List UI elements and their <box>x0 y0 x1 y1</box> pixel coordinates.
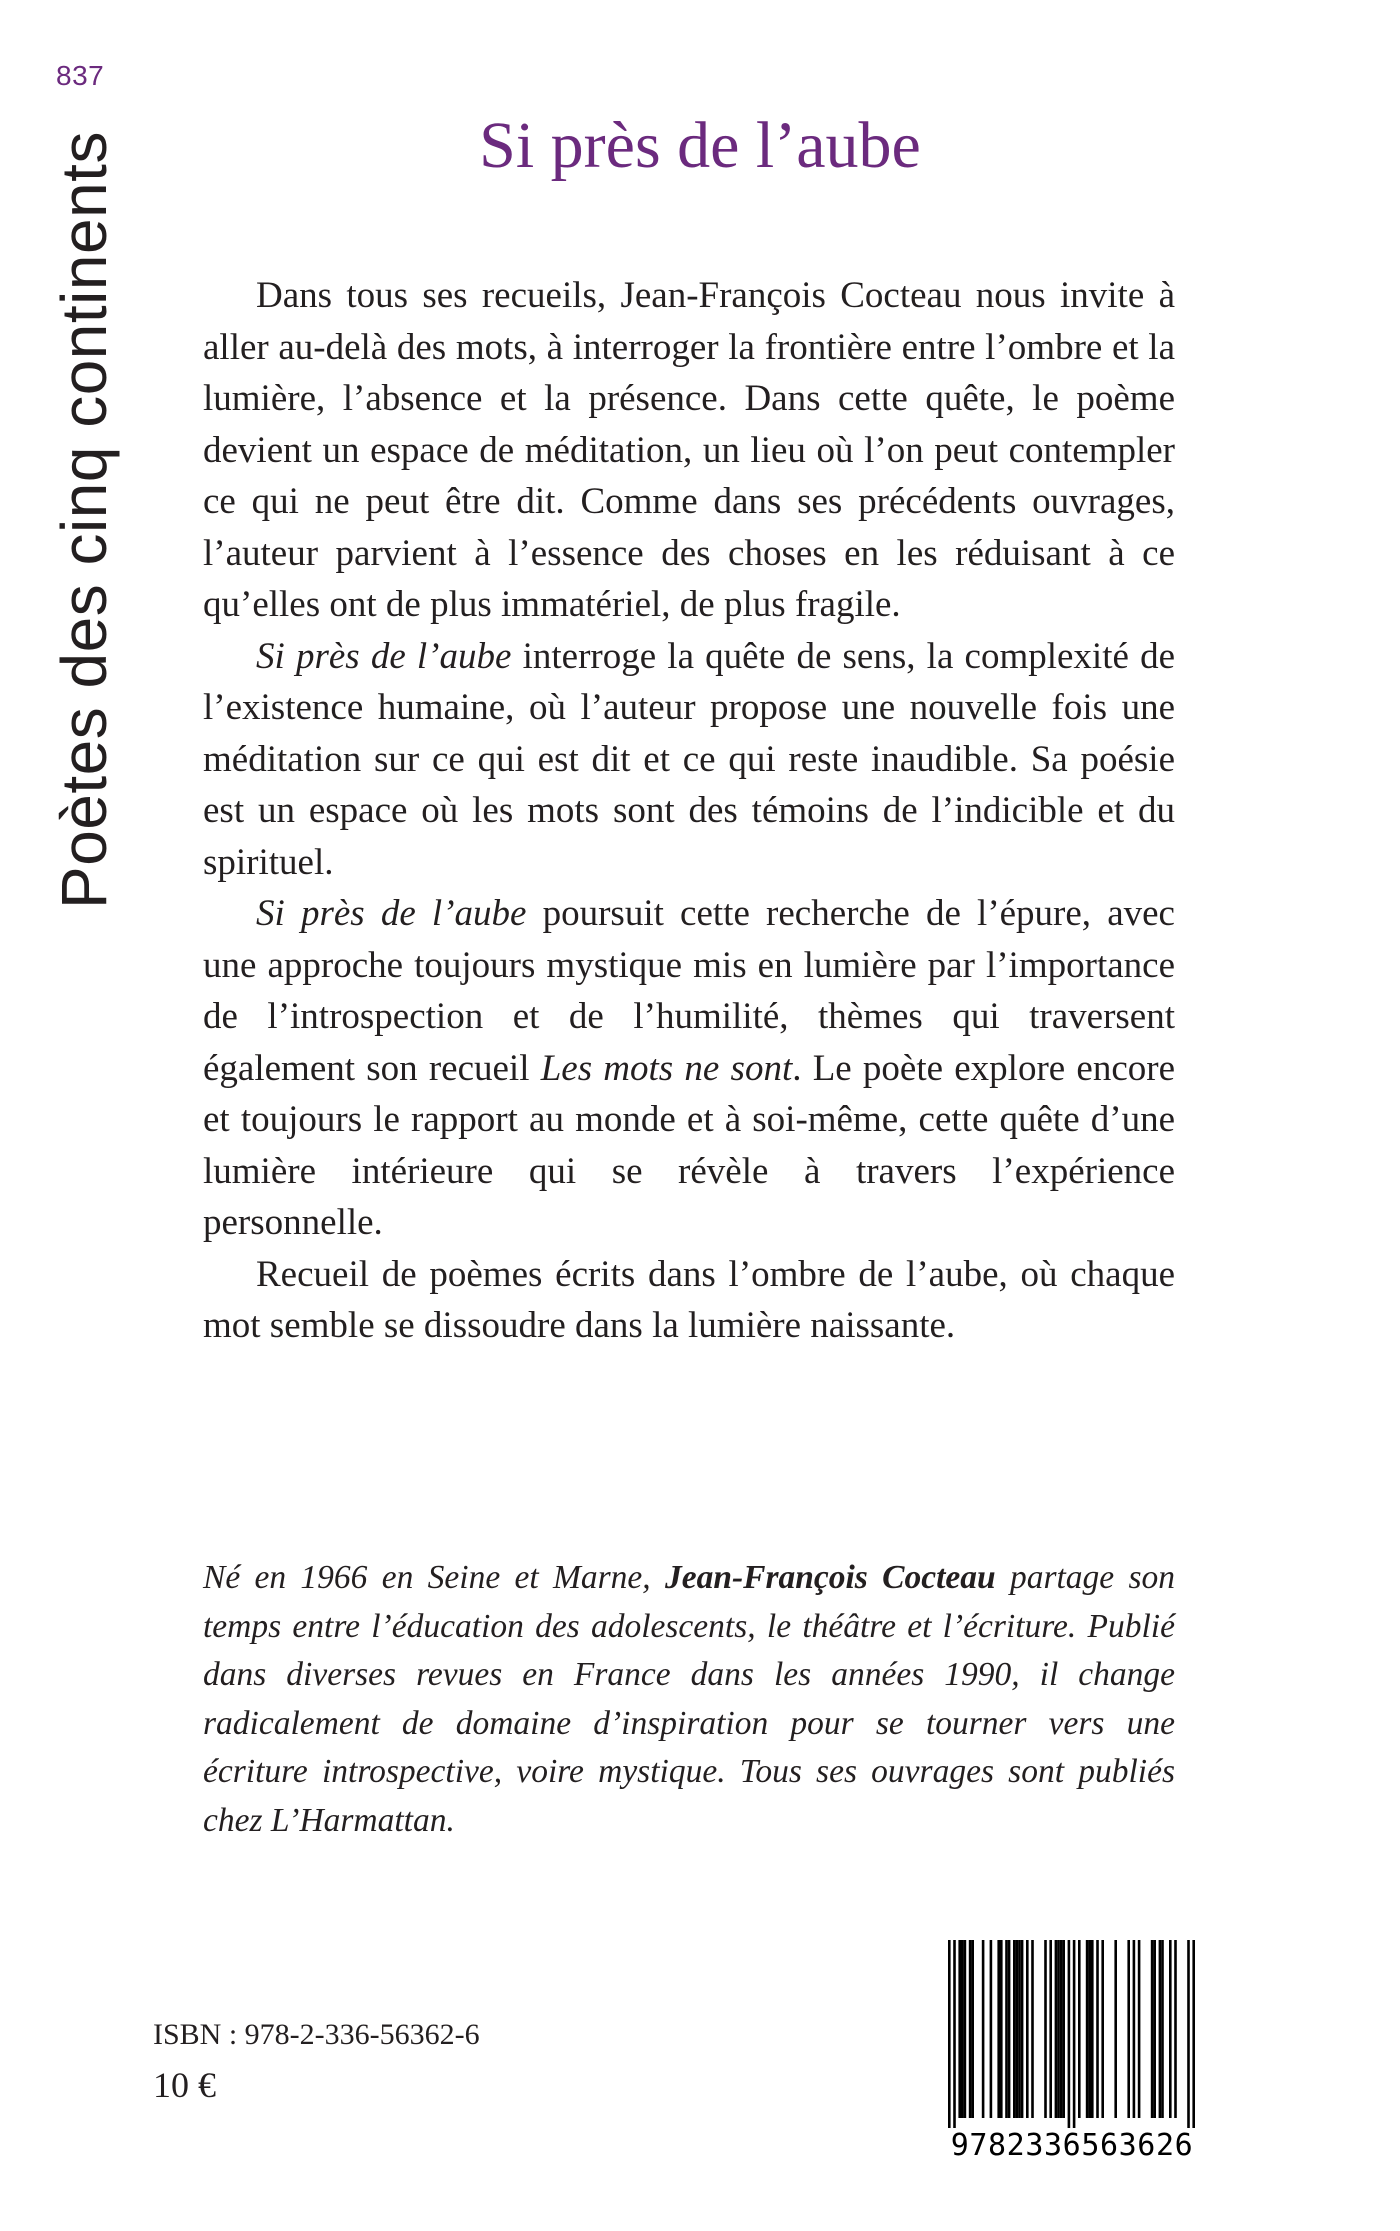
barcode-bar <box>1161 1940 1164 2118</box>
blurb-text: poursuit cette recherche de l’épure, avec une approche toujours mystique mis en lumière par l’importance de l’introspection et de l’humilité, thèmes qui traversent également son recueil <box>203 893 1175 1089</box>
barcode-bar <box>1055 1940 1058 2118</box>
bio-text: partage son temps entre l’éducation des adolescents, le théâtre et l’écriture. Publié dans diverses revues en France dans les années 1990, il change radicalement de domaine d’inspiration pour se tourner vers une écriture introspective, voire mystique. Tous ses ouvrages sont publiés chez L’Harmattan. <box>203 1559 1176 1839</box>
barcode-bar <box>1005 1940 1008 2118</box>
barcode-bar <box>971 1940 974 2118</box>
blurb-paragraph <box>203 631 1175 889</box>
book-title-ref: Si près de l’aube <box>256 893 527 934</box>
blurb-paragraph: Recueil de poèmes écrits dans l’ombre de l’aube, où chaque mot semble se dissoudre dans la lumière naissante. <box>203 1253 1175 1346</box>
barcode <box>932 1940 1212 2163</box>
barcode-bar <box>1049 1940 1052 2118</box>
barcode-bar <box>1016 1940 1019 2118</box>
barcode-bar <box>990 1940 993 2118</box>
barcode-bar <box>969 1940 972 2118</box>
barcode-bar <box>1114 1940 1117 2118</box>
barcode-bar <box>1091 1940 1094 2118</box>
barcode-bar <box>1127 1940 1130 2118</box>
barcode-bar <box>953 1940 956 2128</box>
barcode-bar <box>1078 1940 1081 2118</box>
barcode-bar <box>1013 1940 1016 2118</box>
barcode-bar <box>1000 1940 1003 2118</box>
bio-text: Né en 1966 en Seine et Marne, <box>203 1559 665 1596</box>
blurb-paragraph <box>203 888 1175 1249</box>
series-number: 837 <box>56 60 105 91</box>
barcode-bar <box>1192 1940 1195 2128</box>
blurb-text: interroge la quête de sens, la complexité de l’existence humaine, où l’auteur propose une nouvelle fois une méditation sur ce qui est dit et ce qui reste inaudible. Sa poésie est un espace où les mots sont des témoins de l’indicible et du spirituel. <box>203 635 1175 883</box>
barcode-bar <box>997 1940 1000 2118</box>
barcode-bar <box>958 1940 961 2118</box>
barcode-bar <box>1026 1940 1029 2118</box>
barcode-bar <box>1060 1940 1063 2118</box>
barcode-bar <box>1138 1940 1141 2118</box>
book-title-ref: Si près de l’aube <box>256 635 512 677</box>
price: 10 € <box>153 2065 216 2105</box>
barcode-bar <box>1031 1940 1034 2118</box>
barcode-bar <box>1159 1940 1162 2118</box>
barcode-bar <box>1073 1940 1076 2128</box>
barcode-bar <box>964 1940 967 2118</box>
barcode-bar <box>1096 1940 1099 2118</box>
barcode-bar <box>961 1940 964 2118</box>
blurb-text: . Le poète explore encore et toujours le rapport au monde et à soi-même, cette quête d’une lumière intérieure qui se révèle à travers l’expérience personnelle. <box>203 1047 1175 1243</box>
barcode-bar <box>1044 1940 1047 2118</box>
author-bio <box>203 1554 1175 1845</box>
isbn: ISBN : 978-2-336-56362-6 <box>153 2018 480 2051</box>
barcode-bar <box>1018 1940 1021 2118</box>
barcode-bar <box>1008 1940 1011 2118</box>
barcode-bar <box>1153 1940 1156 2118</box>
blurb <box>203 270 1175 1352</box>
barcode-bar <box>1101 1940 1104 2118</box>
barcode-bar <box>1174 1940 1177 2118</box>
series-name: Poètes des cinq continents <box>48 131 120 909</box>
barcode-bar <box>1151 1940 1154 2118</box>
author-name: Jean-François Cocteau <box>664 1559 996 1596</box>
blurb-paragraph: Dans tous ses recueils, Jean-François Cocteau nous invite à aller au-delà des mots, à interroger la frontière entre l’ombre et la lumière, l’absence et la présence. Dans cette quête, le poème devient un espace de méditation, un lieu où l’on peut contempler ce qui ne peut être dit. Comme dans ses précédents ouvrages, l’auteur parvient à l’essence des choses en les réduisant à ce qu’elles ont de plus immatériel, de plus fragile. <box>203 275 1175 625</box>
book-title: Si près de l’aube <box>479 109 921 182</box>
barcode-bars <box>932 1940 1212 2128</box>
barcode-bar <box>1169 1940 1172 2118</box>
barcode-bar <box>1088 1940 1091 2118</box>
barcode-bar <box>1068 1940 1071 2128</box>
barcode-bar <box>1133 1940 1136 2118</box>
other-book-ref: Les mots ne sont <box>540 1047 793 1089</box>
barcode-bar <box>1187 1940 1190 2128</box>
barcode-bar <box>1057 1940 1060 2118</box>
barcode-bar <box>948 1940 951 2128</box>
barcode-digits: 9782336563626 <box>950 2128 1194 2163</box>
barcode-bar <box>1086 1940 1089 2118</box>
barcode-bar <box>1062 1940 1065 2118</box>
barcode-bar <box>982 1940 985 2118</box>
barcode-bar <box>1021 1940 1024 2118</box>
